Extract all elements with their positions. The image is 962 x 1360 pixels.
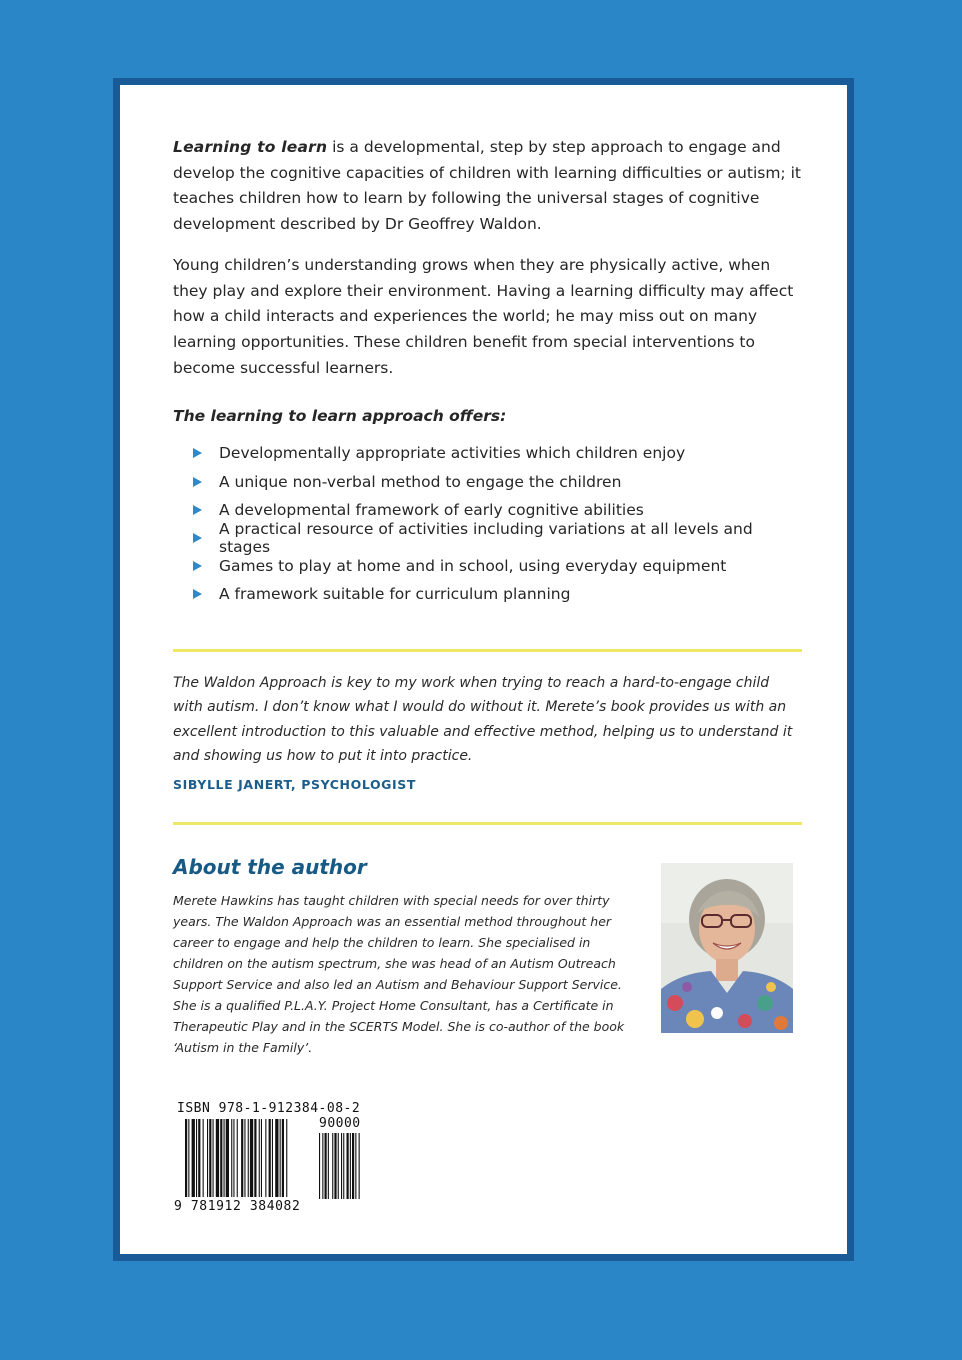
barcode-bar [188, 1119, 189, 1197]
divider-bottom [173, 822, 802, 825]
barcode-bar [275, 1119, 278, 1197]
barcode-bar [259, 1119, 260, 1197]
triangle-right-icon [193, 589, 202, 599]
barcode-bar [272, 1119, 273, 1197]
testimonial-quote: The Waldon Approach is key to my work when trying to reach a hard-to-engage child with autism. I don’t know what I would do without it. Merete’s book provides us with an excellent introduction to this valuable and effective method, helping us to understand it and showing us how to put it into practice. [173, 675, 793, 764]
triangle-right-icon [193, 561, 202, 571]
barcode-bar [233, 1119, 234, 1197]
ean-digits: 9 781912 384082 [174, 1199, 301, 1214]
barcode-bar [209, 1119, 211, 1197]
barcode-addon-bar [341, 1133, 342, 1199]
barcode-bar [248, 1119, 249, 1197]
barcode-bar [265, 1119, 266, 1197]
price-code: 90000 [319, 1116, 361, 1131]
barcode-bar [220, 1119, 222, 1197]
author-bio: Merete Hawkins has taught children with special needs for over thirty years. The Waldon Approach was an essential method throughout her career to engage and help the children to learn. She specialised in children on the autism spectrum, she was head of an Autism Outreach Support Service and also led an Autism and Behaviour Support Service. She is a qualified P.L.A.Y. Project Home Consultant, has a Certificate in Therapeutic Play and in the SCERTS Model. She is co-author of the book ‘Autism in the Family’. [173, 893, 625, 1055]
offers-list-item: A practical resource of activities including variations at all levels and stages [193, 524, 803, 552]
barcode-bar [250, 1119, 253, 1197]
barcode-addon-bar [328, 1133, 329, 1199]
barcode-addon-bar [332, 1133, 333, 1199]
barcode-bar [269, 1119, 271, 1197]
barcode-bar [286, 1119, 287, 1197]
barcode-bar [185, 1119, 187, 1197]
author-photo [661, 863, 793, 1033]
barcode-addon-bar [359, 1133, 360, 1199]
barcode-addon-bar [350, 1133, 351, 1199]
barcode-bar [216, 1119, 219, 1197]
barcode-addon-bar [347, 1133, 349, 1199]
back-cover-panel [120, 85, 847, 1254]
barcode-bar [254, 1119, 256, 1197]
about-author-heading: About the author [173, 855, 367, 879]
barcode-bar [237, 1119, 238, 1197]
triangle-right-icon [193, 533, 202, 543]
barcode-bar [280, 1119, 281, 1197]
barcode-bar [244, 1119, 245, 1197]
barcode-bar [261, 1119, 262, 1197]
intro-paragraph-2: Young children’s understanding grows when they are physically active, when they play and explore their environment. Having a learning difficulty may affect how a child interacts and experiences the world; he may miss out on many learning opportunities. These children benefit from special interventions to become successful learners. [173, 255, 794, 377]
barcode-addon-bar [355, 1133, 356, 1199]
offers-list-item: Developmentally appropriate activities which children enjoy [193, 439, 803, 467]
barcode-bar [203, 1119, 204, 1197]
book-title-emphasis: Learning to learn [173, 138, 328, 156]
barcode-addon-bar [322, 1133, 323, 1199]
barcode-addon-bar [325, 1133, 327, 1199]
barcode-bar [231, 1119, 232, 1197]
isbn-text: ISBN 978-1-912384-08-2 [177, 1101, 361, 1116]
barcode-bar [226, 1119, 229, 1197]
barcode-bar [196, 1119, 197, 1197]
barcode-addon-bar [319, 1133, 320, 1199]
barcode-addon-bar [343, 1133, 344, 1199]
offers-list-item: A unique non-verbal method to engage the children [193, 468, 803, 496]
offers-list-item: A framework suitable for curriculum planning [193, 580, 803, 608]
offers-list [173, 439, 803, 608]
barcode-addon-bar [334, 1133, 336, 1199]
barcode-bar [282, 1119, 284, 1197]
barcode-bar [224, 1119, 225, 1197]
barcode-bar [192, 1119, 195, 1197]
barcode-bar [213, 1119, 214, 1197]
barcode-addon-bar [352, 1133, 354, 1199]
barcode-addon-bar [338, 1133, 339, 1199]
isbn-barcode [174, 1101, 373, 1217]
testimonial-attribution: SIBYLLE JANERT, PSYCHOLOGIST [173, 777, 417, 792]
author-portrait-image [661, 863, 793, 1033]
offers-list-item: Games to play at home and in school, using everyday equipment [193, 552, 803, 580]
barcode-bar [198, 1119, 200, 1197]
triangle-right-icon [193, 448, 202, 458]
intro-paragraph-1-text: is a developmental, step by step approach to engage and develop the cognitive capacities of children with learning difficulties or autism; it teaches children how to learn by following the universal stages of cognitive development described by Dr Geoffrey Waldon. [173, 138, 801, 234]
offers-list-item: A developmental framework of early cognitive abilities [193, 496, 803, 524]
divider-top [173, 649, 802, 652]
barcode-bar [207, 1119, 208, 1197]
barcode-bar [241, 1119, 243, 1197]
intro-section [173, 135, 803, 608]
triangle-right-icon [193, 477, 202, 487]
triangle-right-icon [193, 505, 202, 515]
offers-heading: The learning to learn approach offers: [173, 407, 507, 426]
intro-paragraph-1 [173, 135, 803, 238]
